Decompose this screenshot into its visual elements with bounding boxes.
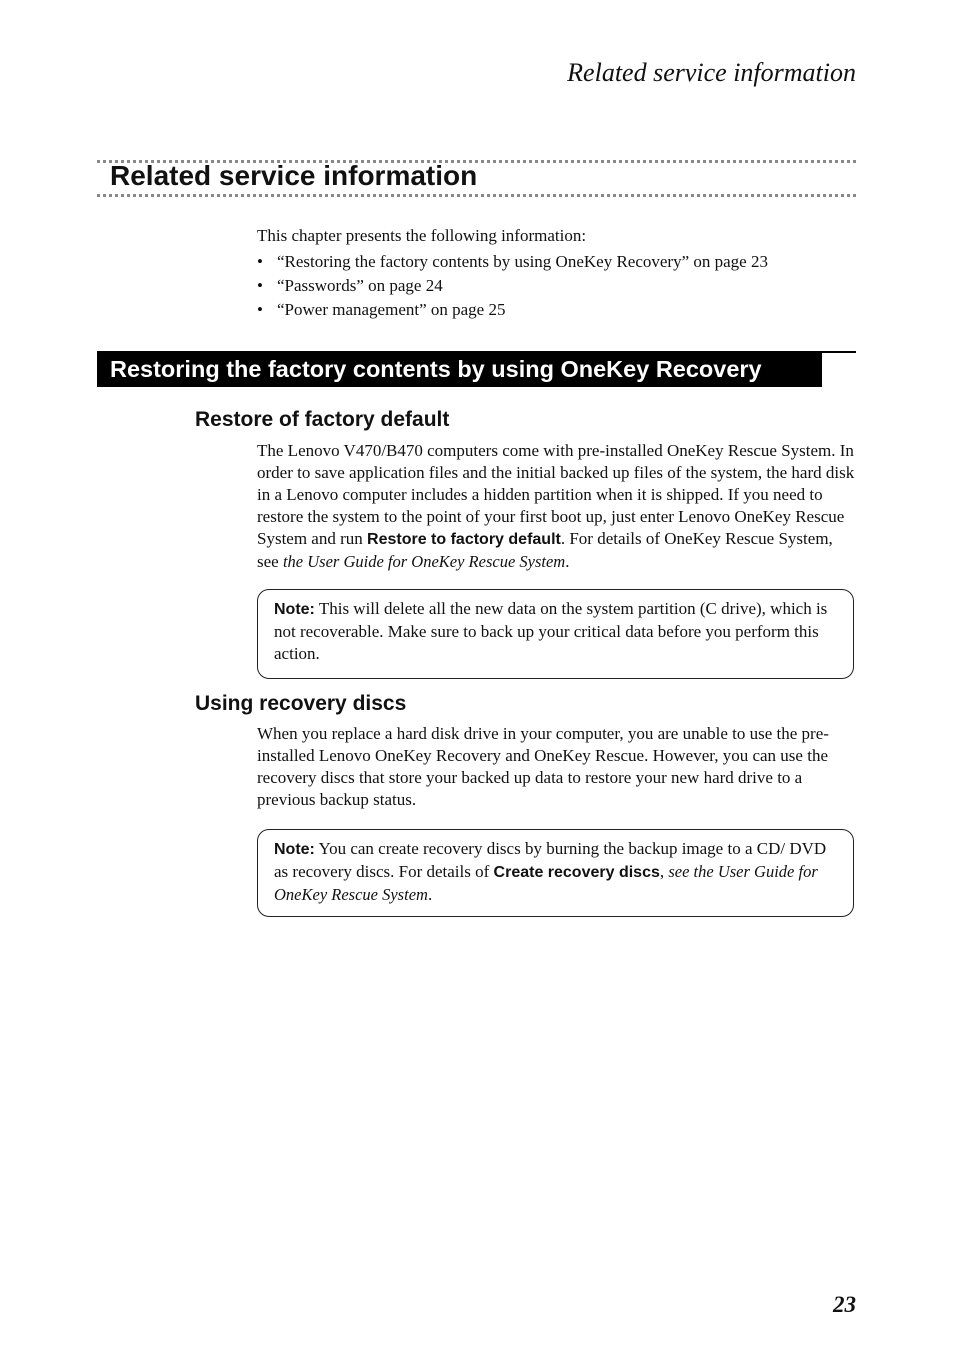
toc-item[interactable]: • “Passwords” on page 24 [257, 274, 857, 298]
note-text-1: You can create recovery discs by burning the backup image to a CD/ DVD as recovery discs. For details of [274, 839, 827, 881]
note-label: Note: [274, 601, 315, 618]
toc-item[interactable]: • “Power management” on page 25 [257, 298, 857, 322]
note-guide-reference: see the User Guide for OneKey Rescue System [274, 862, 818, 904]
discs-heading: Using recovery discs [195, 692, 407, 715]
intro-text: This chapter presents the following information: [257, 226, 587, 245]
restore-guide-reference: the User Guide for OneKey Rescue System [282, 552, 566, 571]
section-title: Restoring the factory contents by using OneKey Recovery [110, 356, 762, 382]
note-bold-command: Create recovery discs [493, 864, 660, 881]
note-text: This will delete all the new data on the system partition (C drive), which is not recoverable. Make sure to back up your critical data before you perform this action. [274, 599, 828, 663]
restore-text-3: . [565, 552, 570, 571]
toc-item[interactable]: • “Restoring the factory contents by using OneKey Recovery” on page 23 [257, 250, 857, 274]
restore-text-2: . For details of OneKey Rescue System, see [257, 529, 833, 571]
chapter-title: Related service information [110, 160, 478, 191]
discs-note-box [257, 829, 854, 917]
restore-note-box [257, 589, 854, 679]
restore-bold-command: Restore to factory default [367, 531, 561, 548]
chapter-rule-bottom [97, 194, 856, 197]
running-header: Related service information [567, 58, 856, 87]
toc-list [257, 250, 857, 322]
note-text-3: . [427, 885, 433, 904]
restore-paragraph [257, 440, 857, 573]
note-label: Note: [274, 841, 315, 858]
discs-paragraph: When you replace a hard disk drive in your computer, you are unable to use the pre-installed Lenovo OneKey Recovery and OneKey Rescue. However, you can use the recovery discs that store your backed up data to restore your new hard drive to a previous backup status. [257, 724, 829, 809]
note-text-2: , [659, 862, 669, 881]
page-number: 23 [833, 1292, 856, 1317]
chapter-intro [257, 224, 857, 322]
restore-text-1: The Lenovo V470/B470 computers come with pre-installed OneKey Rescue System. In order to save application files and the initial backed up files of the system, the hard disk in a Lenovo computer includes a hidden partition when it is shipped. If you need to restore the system to the point of your first boot up, just enter Lenovo OneKey Rescue System and run [257, 441, 855, 548]
restore-heading: Restore of factory default [195, 408, 450, 431]
